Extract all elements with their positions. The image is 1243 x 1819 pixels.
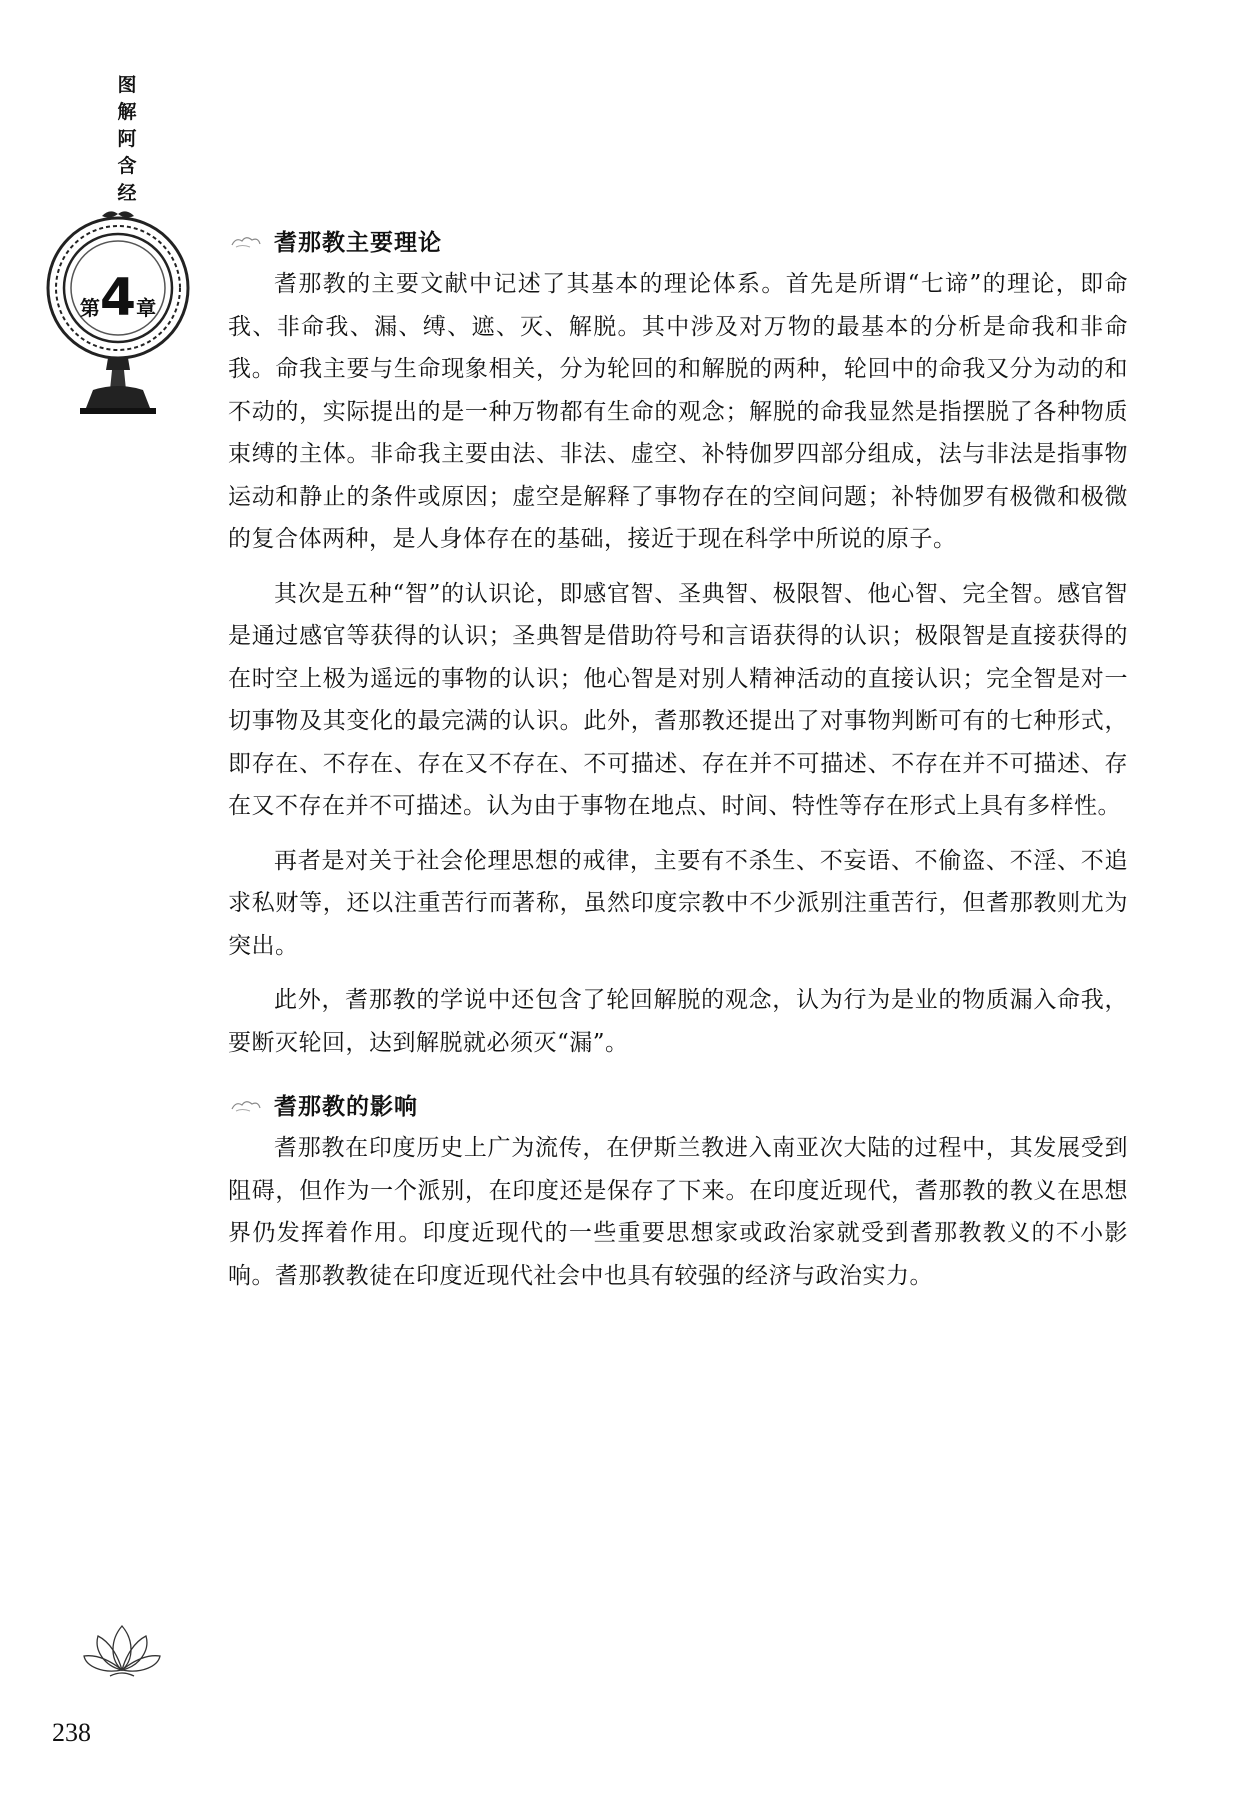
paragraph: 此外，耆那教的学说中还包含了轮回解脱的观念，认为行为是业的物质漏入命我，要断灭轮回，达到解脱就必须灭“漏”。 <box>228 987 1128 1056</box>
section-title: 耆那教的影响 <box>274 1094 418 1120</box>
paragraph: 耆那教在印度历史上广为流传，在伊斯兰教进入南亚次大陆的过程中，其发展受到阻碍，但作为一个派别，在印度还是保存了下来。在印度近现代，耆那教的教义在思想界仍发挥着作用。印度近现代的一些重要思想家或政治家就受到耆那教教义的不小影响。耆那教教徒在印度近现代社会中也具有较强的经济与政治实力。 <box>228 1135 1128 1289</box>
chapter-prefix: 第 <box>79 296 100 320</box>
cloud-ornament-icon <box>228 1095 268 1115</box>
book-title-vertical <box>112 72 142 207</box>
section-heading-row <box>228 1088 1128 1121</box>
chapter-number: 4 <box>99 268 137 328</box>
cloud-ornament-icon <box>228 231 268 251</box>
page-number: 238 <box>52 1718 91 1747</box>
paragraph: 其次是五种“智”的认识论，即感官智、圣典智、极限智、他心智、完全智。感官智是通过感官等获得的认识；圣典智是借助符号和言语获得的认识；极限智是直接获得的在时空上极为遥远的事物的认识；他心智是对别人精神活动的直接认识；完全智是对一切事物及其变化的最完满的认识。此外，耆那教还提出了对事物判断可有的七种形式，即存在、不存在、存在又不存在、不可描述、存在并不可描述、不存在并不可描述、存在又不存在并不可描述。认为由于事物在地点、时间、特性等存在形式上具有多样性。 <box>228 580 1128 819</box>
chapter-label <box>58 270 178 326</box>
paragraph: 耆那教的主要文献中记述了其基本的理论体系。首先是所谓“七谛”的理论，即命我、非命我、漏、缚、遮、灭、解脱。其中涉及对万物的最基本的分析是命我和非命我。命我主要与生命现象相关，分为轮回的和解脱的两种，轮回中的命我又分为动的和不动的，实际提出的是一种万物都有生命的观念；解脱的命我显然是指摆脱了各种物质束缚的主体。非命我主要由法、非法、虚空、补特伽罗四部分组成，法与非法是指事物运动和静止的条件或原因；虚空是解释了事物存在的空间问题；补特伽罗有极微和极微的复合体两种，是人身体存在的基础，接近于现在科学中所说的原子。 <box>228 271 1128 552</box>
section-title: 耆那教主要理论 <box>274 230 442 256</box>
book-title-char: 含 <box>117 155 137 177</box>
main-content <box>228 224 1128 1297</box>
book-title-char: 解 <box>117 101 137 123</box>
paragraph: 再者是对关于社会伦理思想的戒律，主要有不杀生、不妄语、不偷盗、不淫、不追求私财等，还以注重苦行而著称，虽然印度宗教中不少派别注重苦行，但耆那教则尤为突出。 <box>228 847 1128 959</box>
book-title-char: 阿 <box>117 128 137 150</box>
section-heading-row <box>228 224 1128 257</box>
lotus-flower-icon <box>80 1620 165 1680</box>
book-title-char: 图 <box>117 74 137 96</box>
chapter-suffix: 章 <box>136 296 157 320</box>
book-title-char: 经 <box>117 182 137 204</box>
